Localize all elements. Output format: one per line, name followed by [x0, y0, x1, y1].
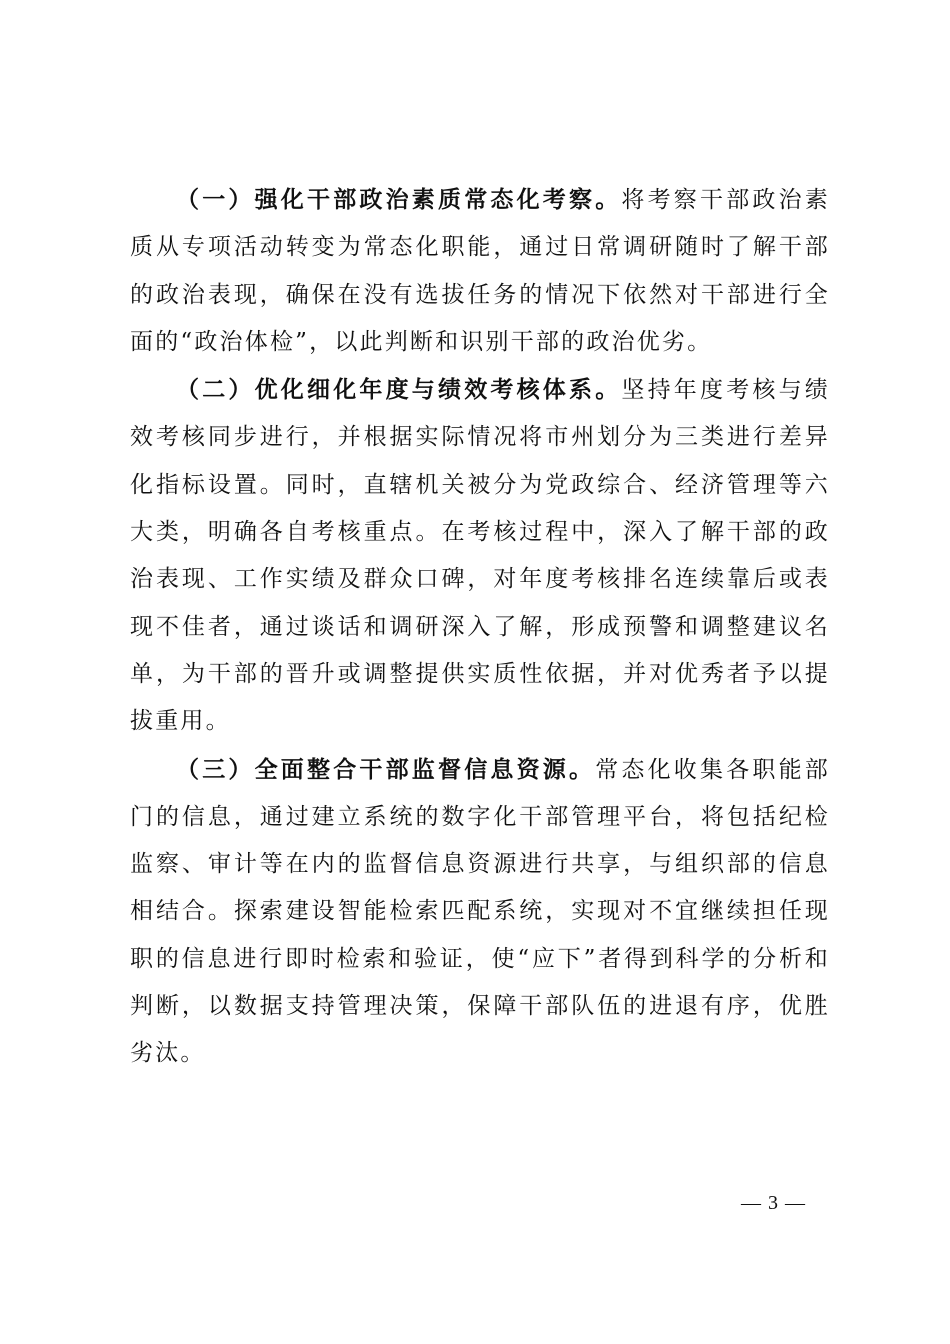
paragraph-3-body: 常态化收集各职能部门的信息，通过建立系统的数字化干部管理平台，将包括纪检监察、审计等在内的监督信息资源进行共享，与组织部的信息相结合。探索建设智能检索匹配系统，实现对不宜继续担任现职的信息进行即时检索和验证，使“应下”者得到科学的分析和判断，以数据支持管理决策，保障干部队伍的进退有序，优胜劣汰。: [130, 756, 830, 1067]
paragraph-2-heading: （二）优化细化年度与绩效考核体系。: [176, 376, 622, 404]
paragraph-1-heading: （一）强化干部政治素质常态化考察。: [176, 186, 622, 213]
page-number: — 3 —: [741, 1192, 806, 1214]
paragraph-3: [130, 746, 830, 1078]
paragraph-1-body: 将考察干部政治素质从专项活动转变为常态化职能，通过日常调研随时了解干部的政治表现，确保在没有选拔任务的情况下依然对干部进行全面的“政治体检”，以此判断和识别干部的政治优劣。: [130, 187, 830, 355]
paragraph-1: [130, 176, 830, 366]
paragraph-2: [130, 366, 830, 745]
paragraph-2-body: 坚持年度考核与绩效考核同步进行，并根据实际情况将市州划分为三类进行差异化指标设置。同时，直辖机关被分为党政综合、经济管理等六大类，明确各自考核重点。在考核过程中，深入了解干部的政治表现、工作实绩及群众口碑，对年度考核排名连续靠后或表现不佳者，通过谈话和调研深入了解，形成预警和调整建议名单，为干部的晋升或调整提供实质性依据，并对优秀者予以提拔重用。: [130, 377, 830, 735]
paragraph-3-heading: （三）全面整合干部监督信息资源。: [176, 755, 596, 783]
document-body: [130, 176, 830, 1078]
